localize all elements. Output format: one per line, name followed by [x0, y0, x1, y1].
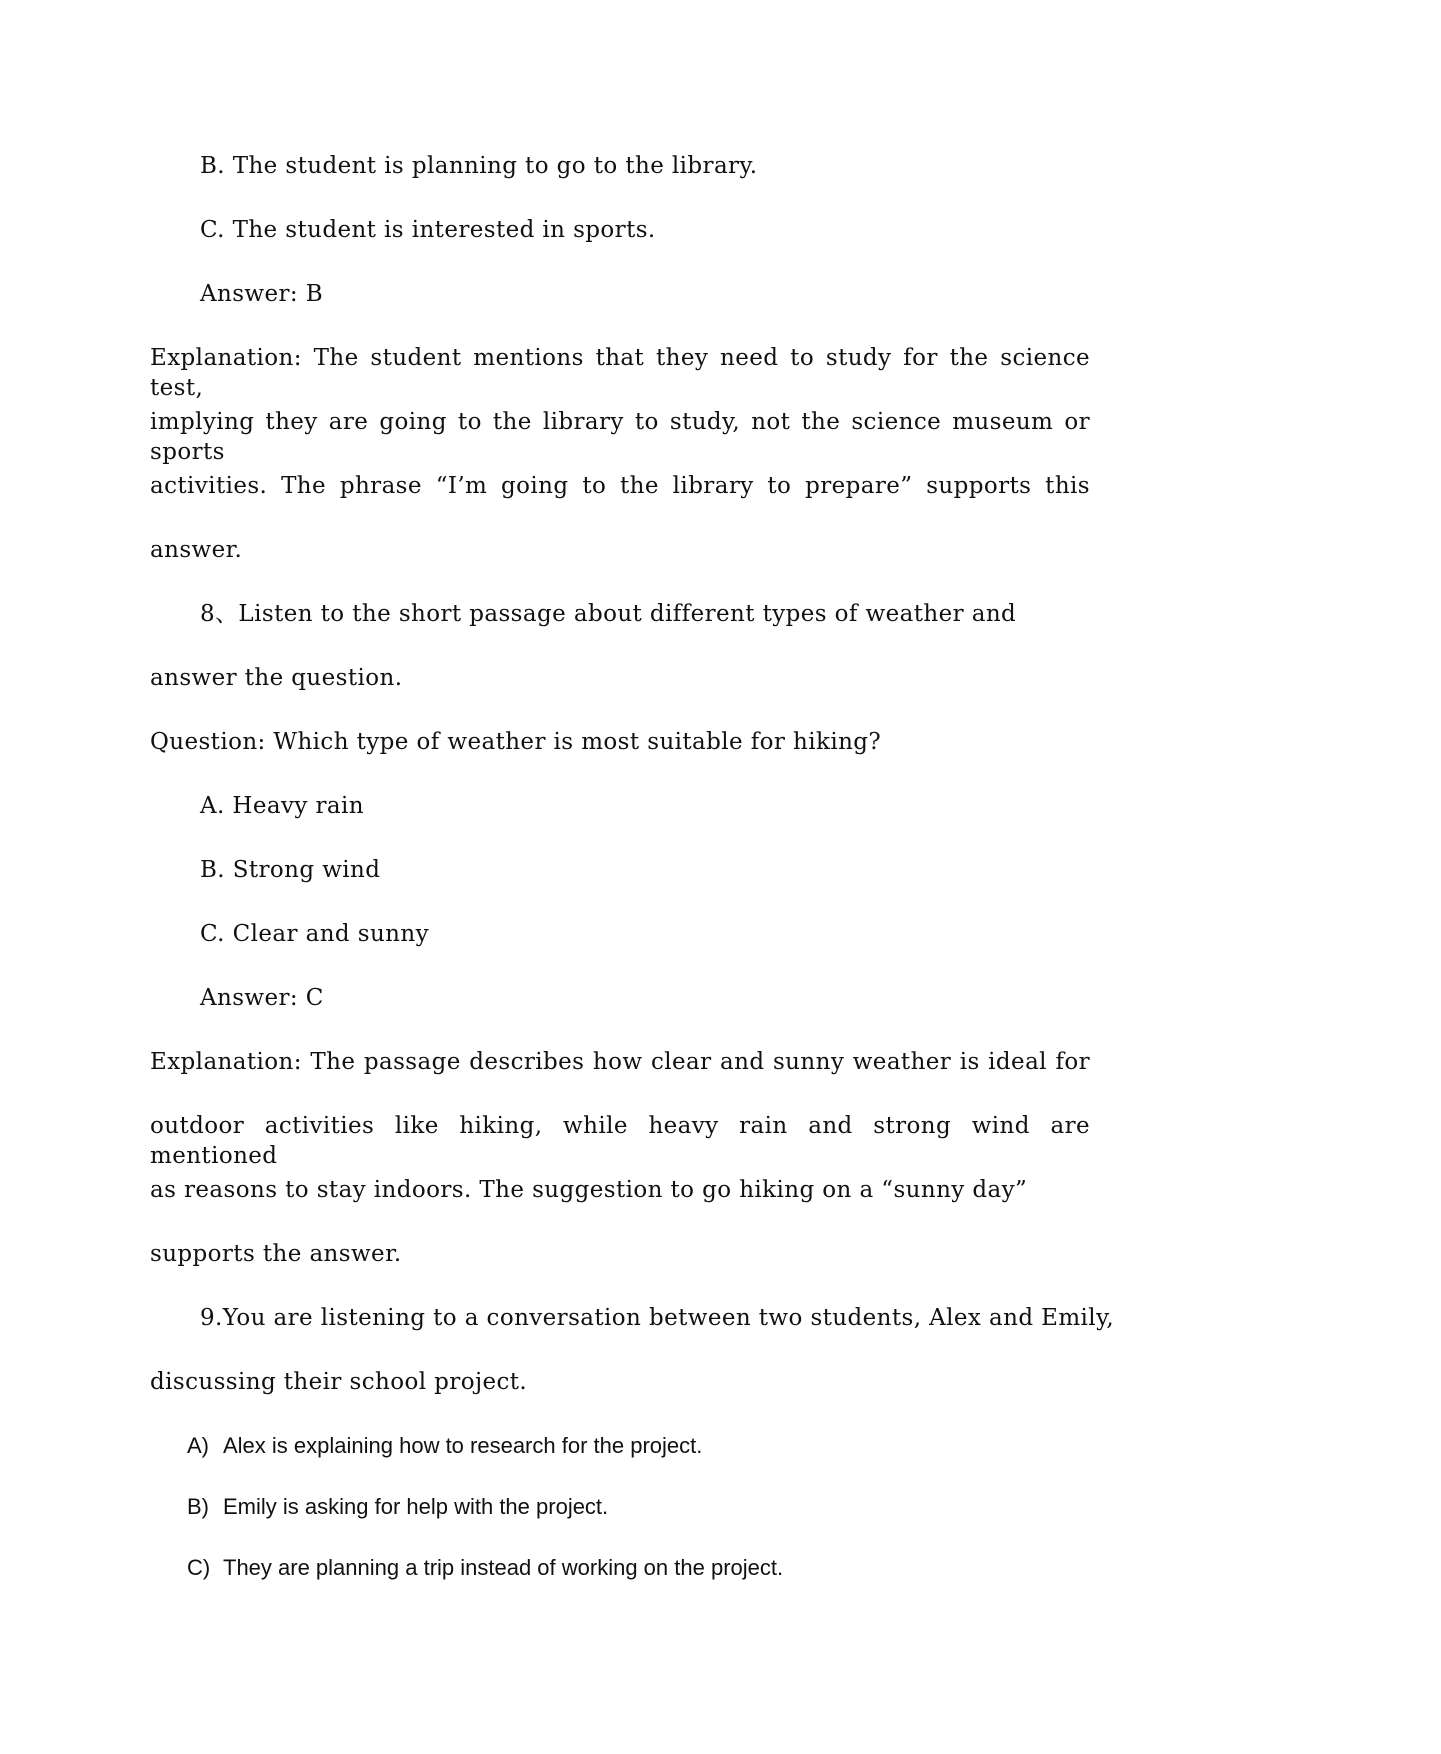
q8-answer: Answer: C — [200, 985, 324, 1011]
option-label: C) — [187, 1555, 211, 1580]
q8-option-c: C. Clear and sunny — [200, 921, 429, 947]
q7-answer: Answer: B — [200, 281, 324, 307]
q8-option-b: B. Strong wind — [200, 857, 381, 883]
q8-prompt-line: answer the question. — [150, 665, 403, 691]
q8-explanation-line: supports the answer. — [150, 1241, 402, 1267]
q7-explanation-line: implying they are going to the library to study, not the science museum or sports — [150, 409, 1090, 465]
option-text: Alex is explaining how to research for the project. — [223, 1433, 703, 1458]
q7-explanation-line: answer. — [150, 537, 243, 563]
q7-explanation-line: activities. The phrase “I’m going to the library to prepare” supports this — [150, 473, 1090, 499]
q8-explanation-line: Explanation: The passage describes how clear and sunny weather is ideal for — [150, 1049, 1090, 1075]
option-label: B) — [187, 1494, 209, 1519]
q9-option-b — [0, 1492, 1428, 1522]
q7-explanation-line: Explanation: The student mentions that they need to study for the science test, — [150, 345, 1090, 401]
q8-prompt-line: 8、Listen to the short passage about different types of weather and — [200, 601, 1017, 627]
q9-prompt-line: 9.You are listening to a conversation between two students, Alex and Emily, — [200, 1305, 1115, 1331]
q9-prompt-line: discussing their school project. — [150, 1369, 528, 1395]
q9-option-a — [0, 1431, 1428, 1461]
q7-option-c: C. The student is interested in sports. — [200, 217, 656, 243]
q8-option-a: A. Heavy rain — [200, 793, 364, 819]
q9-option-c — [0, 1553, 1428, 1583]
q8-explanation-line: as reasons to stay indoors. The suggestion to go hiking on a “sunny day” — [150, 1177, 1028, 1203]
q7-option-b: B. The student is planning to go to the library. — [200, 153, 758, 179]
q8-question: Question: Which type of weather is most suitable for hiking? — [150, 729, 882, 755]
option-text: They are planning a trip instead of working on the project. — [223, 1555, 784, 1580]
q8-explanation-line: outdoor activities like hiking, while heavy rain and strong wind are mentioned — [150, 1113, 1090, 1169]
option-label: A) — [187, 1433, 209, 1458]
option-text: Emily is asking for help with the project. — [223, 1494, 609, 1519]
